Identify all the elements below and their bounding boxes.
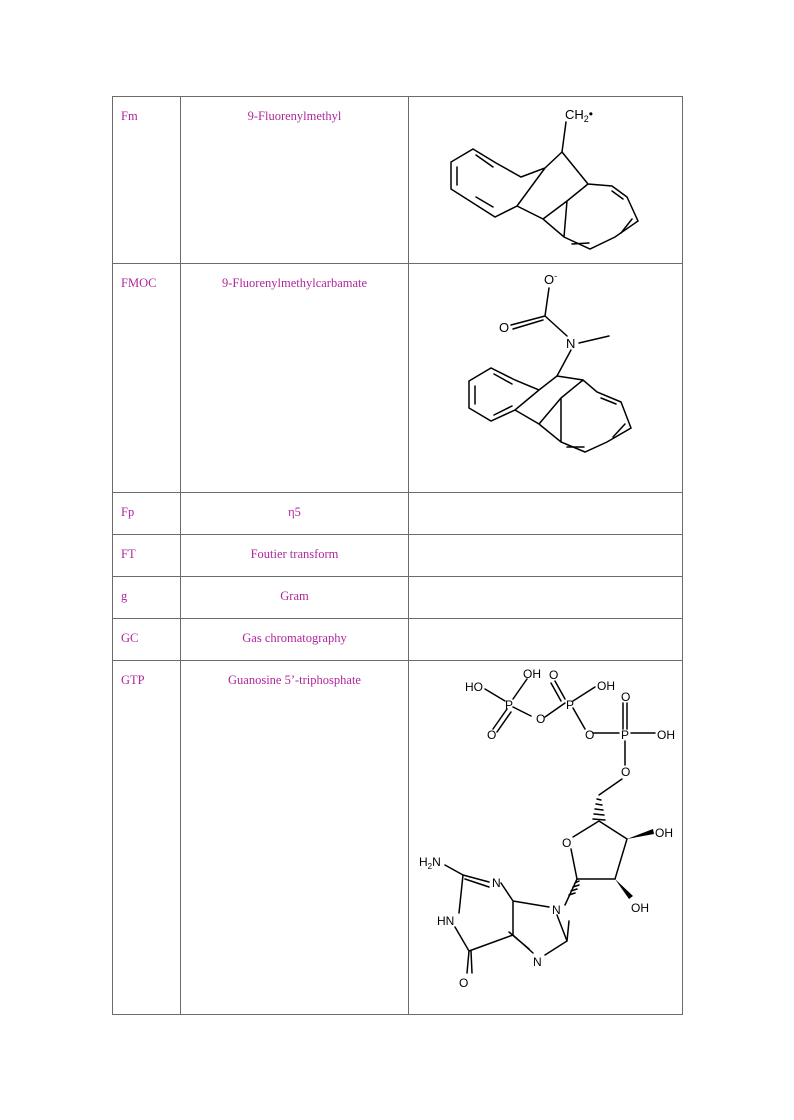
ribose-ring xyxy=(562,821,673,915)
table-row xyxy=(113,493,683,535)
fluorene-skeleton xyxy=(469,368,631,452)
oh-label: OH xyxy=(631,901,649,915)
ring-o-label: O xyxy=(562,836,572,850)
table-row xyxy=(113,535,683,577)
name-cell xyxy=(181,661,409,1015)
oh-label: OH xyxy=(523,667,541,681)
name-cell xyxy=(181,577,409,619)
methylene-bond xyxy=(562,122,566,152)
p-label: P xyxy=(566,698,575,712)
abbreviation: g xyxy=(121,589,128,603)
name-cell xyxy=(181,619,409,661)
table-row xyxy=(113,577,683,619)
o-label: O xyxy=(621,765,631,779)
structure-cell xyxy=(409,264,683,493)
ho-label: HO xyxy=(465,680,483,694)
abbr-cell xyxy=(113,264,181,493)
table-row xyxy=(113,264,683,493)
full-name: 9-Fluorenylmethylcarbamate xyxy=(221,276,368,290)
abbr-cell xyxy=(113,661,181,1015)
p-label: P xyxy=(505,698,514,712)
structure-cell xyxy=(409,493,683,535)
wedge-bond xyxy=(627,829,654,839)
abbreviation: Fp xyxy=(121,505,135,519)
fmoc-structure xyxy=(409,264,682,492)
hashed-wedge xyxy=(593,799,605,820)
n9-label: N xyxy=(552,903,561,917)
abbreviation: GTP xyxy=(121,673,145,687)
gtp-structure xyxy=(409,661,682,1013)
fluorenylmethyl-structure xyxy=(409,97,682,263)
p-label: P xyxy=(621,728,630,742)
full-name: Guanosine 5’-triphosphate xyxy=(228,673,361,687)
name-cell xyxy=(181,264,409,493)
n-label: N xyxy=(492,876,501,890)
abbreviation: FT xyxy=(121,547,136,561)
o-minus-label: O- xyxy=(544,271,558,287)
name-cell xyxy=(181,97,409,264)
wedge-bond xyxy=(615,879,633,899)
abbr-cell xyxy=(113,577,181,619)
o-label: O xyxy=(536,712,546,726)
n-label: N xyxy=(566,336,576,351)
abbr-cell xyxy=(113,619,181,661)
ch2-label: $CH_2•$ xyxy=(565,107,593,124)
table-row xyxy=(113,661,683,1015)
n-label: N xyxy=(533,955,542,969)
full-name: Gram xyxy=(280,589,309,603)
oh-label: OH xyxy=(597,679,615,693)
abbreviation: Fm xyxy=(121,109,138,123)
guanine-base xyxy=(419,855,577,990)
full-name: 9-Fluorenylmethyl xyxy=(247,109,342,123)
hn-label: HN xyxy=(437,914,455,928)
structure-cell xyxy=(409,661,683,1015)
table-row xyxy=(113,619,683,661)
name-cell xyxy=(181,493,409,535)
fluorene-skeleton xyxy=(451,149,638,249)
carbonyl-o-label: O xyxy=(459,976,469,990)
o-label: O xyxy=(621,690,631,704)
abbreviation-table xyxy=(112,96,683,1015)
oh-label: OH xyxy=(655,826,673,840)
structure-cell xyxy=(409,577,683,619)
oh-label: OH xyxy=(657,728,675,742)
abbreviation: GC xyxy=(121,631,139,645)
structure-cell xyxy=(409,535,683,577)
name-cell xyxy=(181,535,409,577)
structure-cell xyxy=(409,619,683,661)
h2n-label: $H_2N$ xyxy=(419,855,441,871)
carbonyl-o-label: O xyxy=(499,320,510,335)
abbr-cell xyxy=(113,493,181,535)
triphosphate-chain xyxy=(465,667,675,820)
o-label: O xyxy=(487,728,497,742)
full-name: η5 xyxy=(288,505,301,519)
table-row xyxy=(113,97,683,264)
o-label: O xyxy=(549,668,559,682)
o-label: O xyxy=(585,728,595,742)
full-name: Gas chromatography xyxy=(242,631,347,645)
abbr-cell xyxy=(113,535,181,577)
full-name: Foutier transform xyxy=(250,547,339,561)
abbreviation: FMOC xyxy=(121,276,157,290)
abbr-cell xyxy=(113,97,181,264)
structure-cell xyxy=(409,97,683,264)
o-ch2-bond xyxy=(599,779,622,795)
